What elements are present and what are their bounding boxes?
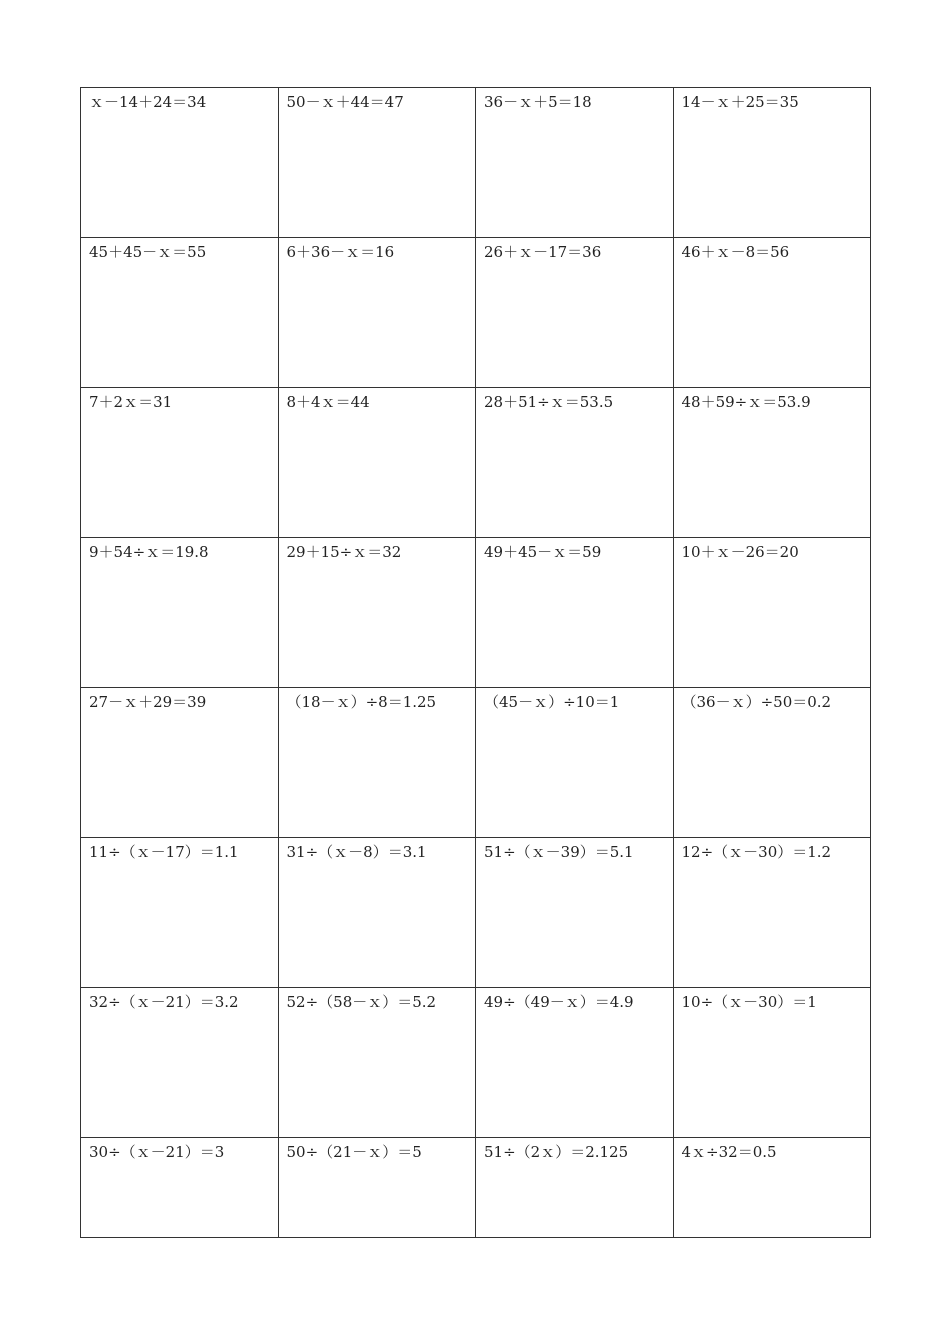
equation-cell: 10÷（ｘ－30）＝1 <box>673 988 871 1138</box>
table-row <box>81 1138 871 1238</box>
equation-cell: 28＋51÷ｘ＝53.5 <box>476 388 674 538</box>
equation-cell: 49＋45－ｘ＝59 <box>476 538 674 688</box>
equation-cell: 46＋ｘ－8＝56 <box>673 238 871 388</box>
equation-cell: 36－ｘ＋5＝18 <box>476 88 674 238</box>
table-row <box>81 538 871 688</box>
equation-cell: 9＋54÷ｘ＝19.8 <box>81 538 279 688</box>
equation-cell: 30÷（ｘ－21）＝3 <box>81 1138 279 1238</box>
equation-cell: 14－ｘ＋25＝35 <box>673 88 871 238</box>
table-row <box>81 238 871 388</box>
equation-cell: 51÷（ｘ－39）＝5.1 <box>476 838 674 988</box>
table-row <box>81 688 871 838</box>
equation-cell: （36－ｘ）÷50＝0.2 <box>673 688 871 838</box>
table-row <box>81 388 871 538</box>
equation-cell: 51÷（2ｘ）＝2.125 <box>476 1138 674 1238</box>
table-row <box>81 838 871 988</box>
equation-worksheet-table <box>80 87 871 1238</box>
equation-cell: 26＋ｘ－17＝36 <box>476 238 674 388</box>
equation-cell: ｘ－14＋24＝34 <box>81 88 279 238</box>
equation-cell: 11÷（ｘ－17）＝1.1 <box>81 838 279 988</box>
equation-cell: 27－ｘ＋29＝39 <box>81 688 279 838</box>
equation-cell: 6＋36－ｘ＝16 <box>278 238 476 388</box>
equation-cell: 12÷（ｘ－30）＝1.2 <box>673 838 871 988</box>
equation-cell: 10＋ｘ－26＝20 <box>673 538 871 688</box>
equation-cell: （18－ｘ）÷8＝1.25 <box>278 688 476 838</box>
equation-cell: 31÷（ｘ－8）＝3.1 <box>278 838 476 988</box>
equation-cell: 7＋2ｘ＝31 <box>81 388 279 538</box>
equation-cell: 4ｘ÷32＝0.5 <box>673 1138 871 1238</box>
equation-cell: 29＋15÷ｘ＝32 <box>278 538 476 688</box>
equation-cell: 48＋59÷ｘ＝53.9 <box>673 388 871 538</box>
equation-cell: 45＋45－ｘ＝55 <box>81 238 279 388</box>
equation-cell: 32÷（ｘ－21）＝3.2 <box>81 988 279 1138</box>
equation-cell: 50÷（21－ｘ）＝5 <box>278 1138 476 1238</box>
equation-cell: 8＋4ｘ＝44 <box>278 388 476 538</box>
equation-cell: 50－ｘ＋44＝47 <box>278 88 476 238</box>
equation-cell: 49÷（49－ｘ）＝4.9 <box>476 988 674 1138</box>
table-row <box>81 88 871 238</box>
table-row <box>81 988 871 1138</box>
equation-cell: 52÷（58－ｘ）＝5.2 <box>278 988 476 1138</box>
equation-cell: （45－ｘ）÷10＝1 <box>476 688 674 838</box>
